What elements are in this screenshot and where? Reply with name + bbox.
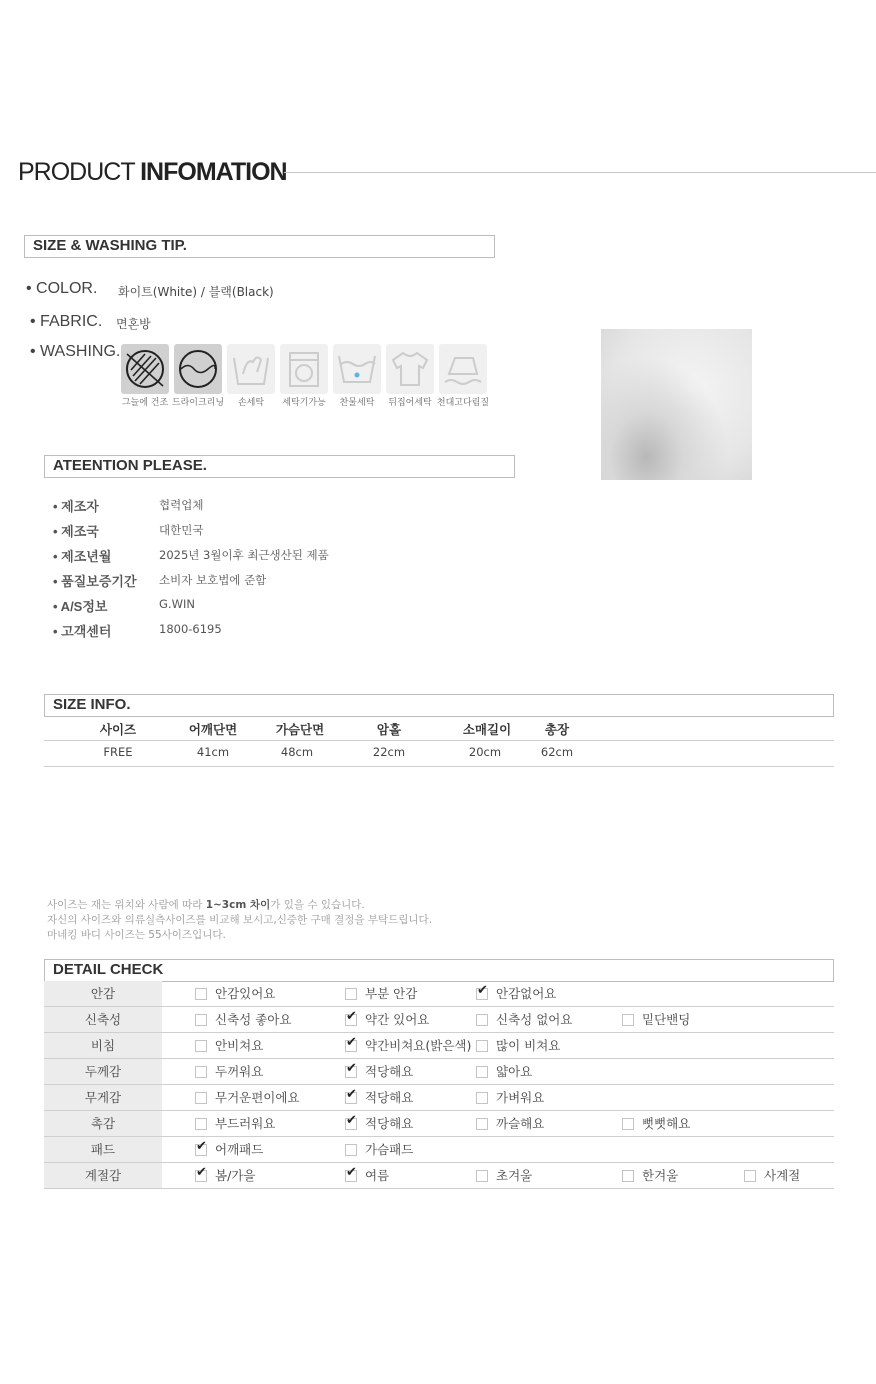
checkbox-checked-icon [195, 1144, 207, 1156]
checkbox-checked-icon [195, 1170, 207, 1182]
color-value: 화이트(White) / 블랙(Black) [118, 285, 274, 299]
detail-option [195, 1007, 291, 1032]
detail-option [476, 1111, 544, 1136]
detail-option [622, 1111, 690, 1136]
checkbox-empty-icon [345, 1144, 357, 1156]
inside-out-wash-icon [386, 344, 434, 394]
dry-clean-icon [174, 344, 222, 394]
detail-option [345, 1163, 389, 1188]
detail-option [476, 1163, 532, 1188]
detail-row [44, 1163, 834, 1189]
detail-option-label: 뻣뻣해요 [642, 1116, 691, 1131]
detail-row-label: 계절감 [44, 1163, 162, 1188]
checkbox-empty-icon [622, 1118, 634, 1130]
fabric-value: 면혼방 [116, 317, 151, 331]
checkbox-empty-icon [476, 1040, 488, 1052]
wash-caption: 천대고다림질 [436, 398, 490, 408]
detail-option [345, 1137, 413, 1162]
detail-option-label: 신축성 좋아요 [215, 1012, 292, 1027]
size-cell: 48cm [280, 745, 314, 759]
checkbox-empty-icon [622, 1170, 634, 1182]
size-column-header: 소매길이 [462, 722, 512, 737]
attention-key: • 제조국 [53, 524, 99, 539]
detail-option [622, 1163, 678, 1188]
detail-option [476, 1059, 532, 1084]
detail-row [44, 1007, 834, 1033]
detail-option [195, 1137, 263, 1162]
checkbox-empty-icon [195, 988, 207, 1000]
checkbox-empty-icon [476, 1066, 488, 1078]
iron-cloth-icon [439, 344, 487, 394]
size-column-header: 총장 [544, 722, 570, 737]
size-washing-heading: SIZE & WASHING TIP. [24, 235, 495, 258]
detail-option-label: 적당해요 [365, 1064, 414, 1079]
size-cell: 62cm [540, 745, 574, 759]
checkbox-empty-icon [195, 1066, 207, 1078]
cold-wash-icon [333, 344, 381, 394]
shade-dry-icon [121, 344, 169, 394]
wash-caption: 그늘에 건조 [121, 398, 169, 408]
detail-option-label: 많이 비쳐요 [496, 1038, 561, 1053]
detail-option [476, 1033, 560, 1058]
checkbox-empty-icon [476, 1170, 488, 1182]
washing-label: • WASHING. [30, 343, 121, 360]
detail-option-label: 사계절 [764, 1168, 801, 1183]
detail-option [195, 1059, 263, 1084]
wash-caption: 세탁기가능 [282, 398, 326, 408]
checkbox-empty-icon [476, 1118, 488, 1130]
detail-option-label: 여름 [365, 1168, 390, 1183]
size-cell: FREE [103, 745, 133, 759]
size-cell: 22cm [372, 745, 406, 759]
detail-check-table [44, 981, 834, 1189]
detail-option [195, 981, 275, 1006]
checkbox-empty-icon [195, 1014, 207, 1026]
color-label: • COLOR. [26, 280, 98, 297]
detail-option-label: 어깨패드 [215, 1142, 264, 1157]
detail-option-label: 부분 안감 [365, 986, 418, 1001]
detail-row-label: 비침 [44, 1033, 162, 1058]
detail-option-label: 안감있어요 [215, 986, 276, 1001]
detail-option-label: 까슬해요 [496, 1116, 545, 1131]
detail-option-label: 적당해요 [365, 1116, 414, 1131]
hand-wash-icon [227, 344, 275, 394]
attention-value: G.WIN [159, 597, 195, 611]
detail-option-label: 부드러워요 [215, 1116, 276, 1131]
detail-option [345, 1111, 413, 1136]
attention-value: 대한민국 [159, 523, 204, 537]
attention-value: 소비자 보호법에 준함 [159, 573, 267, 587]
detail-row-label: 안감 [44, 981, 162, 1006]
detail-option-label: 가벼워요 [496, 1090, 545, 1105]
detail-option-label: 약간 있어요 [365, 1012, 430, 1027]
detail-option [195, 1111, 275, 1136]
note-emphasis: 1~3cm 차이 [205, 899, 271, 911]
detail-option [476, 1085, 544, 1110]
detail-option-label: 가슴패드 [365, 1142, 414, 1157]
detail-row [44, 1085, 834, 1111]
size-table-bottom-rule [44, 766, 834, 767]
detail-option [345, 1059, 413, 1084]
detail-option [476, 981, 556, 1006]
page-title [18, 156, 287, 188]
size-cell: 41cm [196, 745, 230, 759]
detail-check-heading: DETAIL CHECK [44, 959, 834, 982]
detail-option [345, 1007, 429, 1032]
attention-key: • 고객센터 [53, 624, 112, 639]
title-bold: INFOMATION [140, 158, 287, 186]
detail-row [44, 981, 834, 1007]
detail-option [345, 1085, 413, 1110]
title-divider [284, 172, 876, 173]
detail-option [195, 1163, 255, 1188]
wash-caption: 뒤집어세탁 [388, 398, 432, 408]
detail-option-label: 약간비쳐요(밝은색) [365, 1038, 472, 1053]
attention-heading: ATEENTION PLEASE. [44, 455, 515, 478]
attention-key: • 제조자 [53, 499, 99, 514]
checkbox-empty-icon [476, 1014, 488, 1026]
detail-option-label: 한겨울 [642, 1168, 679, 1183]
wash-caption: 드라이크리닝 [171, 398, 225, 408]
checkbox-empty-icon [476, 1092, 488, 1104]
detail-row [44, 1111, 834, 1137]
detail-row [44, 1137, 834, 1163]
checkbox-empty-icon [195, 1040, 207, 1052]
checkbox-empty-icon [345, 988, 357, 1000]
detail-option-label: 얇아요 [496, 1064, 533, 1079]
title-light: PRODUCT [18, 158, 141, 186]
note-text: 사이즈는 재는 위치와 사람에 따라 [47, 899, 206, 911]
attention-value: 1800-6195 [159, 622, 222, 636]
checkbox-empty-icon [195, 1092, 207, 1104]
detail-option-label: 안비쳐요 [215, 1038, 264, 1053]
size-column-header: 가슴단면 [275, 722, 325, 737]
detail-option-label: 적당해요 [365, 1090, 414, 1105]
attention-value: 협력업체 [159, 498, 204, 512]
checkbox-checked-icon [345, 1014, 357, 1026]
detail-option-label: 밑단밴딩 [642, 1012, 691, 1027]
checkbox-empty-icon [744, 1170, 756, 1182]
detail-option [195, 1085, 300, 1110]
detail-row-label: 무게감 [44, 1085, 162, 1110]
detail-option [744, 1163, 800, 1188]
product-fabric-photo [601, 329, 752, 480]
checkbox-checked-icon [476, 988, 488, 1000]
detail-row-label: 촉감 [44, 1111, 162, 1136]
size-note: 마네킹 바디 사이즈는 55사이즈입니다. [47, 929, 226, 941]
checkbox-checked-icon [345, 1118, 357, 1130]
detail-option [622, 1007, 690, 1032]
size-column-header: 사이즈 [99, 722, 137, 737]
detail-option-label: 초겨울 [496, 1168, 533, 1183]
detail-row-label: 패드 [44, 1137, 162, 1162]
detail-row-label: 두께감 [44, 1059, 162, 1084]
detail-option [345, 1033, 471, 1058]
attention-key: • 품질보증기간 [53, 574, 137, 589]
size-note [47, 897, 365, 912]
size-header-divider [44, 740, 834, 741]
detail-option [345, 981, 417, 1006]
fabric-label: • FABRIC. [30, 313, 103, 330]
detail-option-label: 두꺼워요 [215, 1064, 264, 1079]
wash-caption: 찬물세탁 [339, 398, 375, 408]
size-cell: 20cm [468, 745, 502, 759]
checkbox-checked-icon [345, 1170, 357, 1182]
checkbox-checked-icon [345, 1040, 357, 1052]
size-note: 자신의 사이즈와 의류실측사이즈를 비교해 보시고,신중한 구매 결정을 부탁드립니다. [47, 914, 433, 926]
detail-option-label: 무거운편이에요 [215, 1090, 300, 1105]
machine-wash-icon [280, 344, 328, 394]
attention-key: • A/S정보 [53, 599, 108, 614]
detail-option [476, 1007, 572, 1032]
detail-row-label: 신축성 [44, 1007, 162, 1032]
note-text: 가 있을 수 있습니다. [270, 899, 365, 911]
size-info-heading: SIZE INFO. [44, 694, 834, 717]
detail-option-label: 봄/가을 [215, 1168, 256, 1183]
detail-option-label: 신축성 없어요 [496, 1012, 573, 1027]
checkbox-checked-icon [345, 1092, 357, 1104]
attention-value: 2025년 3월이후 최근생산된 제품 [159, 548, 329, 562]
detail-row [44, 1059, 834, 1085]
size-column-header: 암홀 [376, 722, 402, 737]
wash-caption: 손세탁 [237, 398, 265, 408]
detail-row [44, 1033, 834, 1059]
detail-option [195, 1033, 263, 1058]
attention-key: • 제조년월 [53, 549, 112, 564]
checkbox-checked-icon [345, 1066, 357, 1078]
size-column-header: 어깨단면 [188, 722, 238, 737]
checkbox-empty-icon [622, 1014, 634, 1026]
detail-option-label: 안감없어요 [496, 986, 557, 1001]
checkbox-empty-icon [195, 1118, 207, 1130]
